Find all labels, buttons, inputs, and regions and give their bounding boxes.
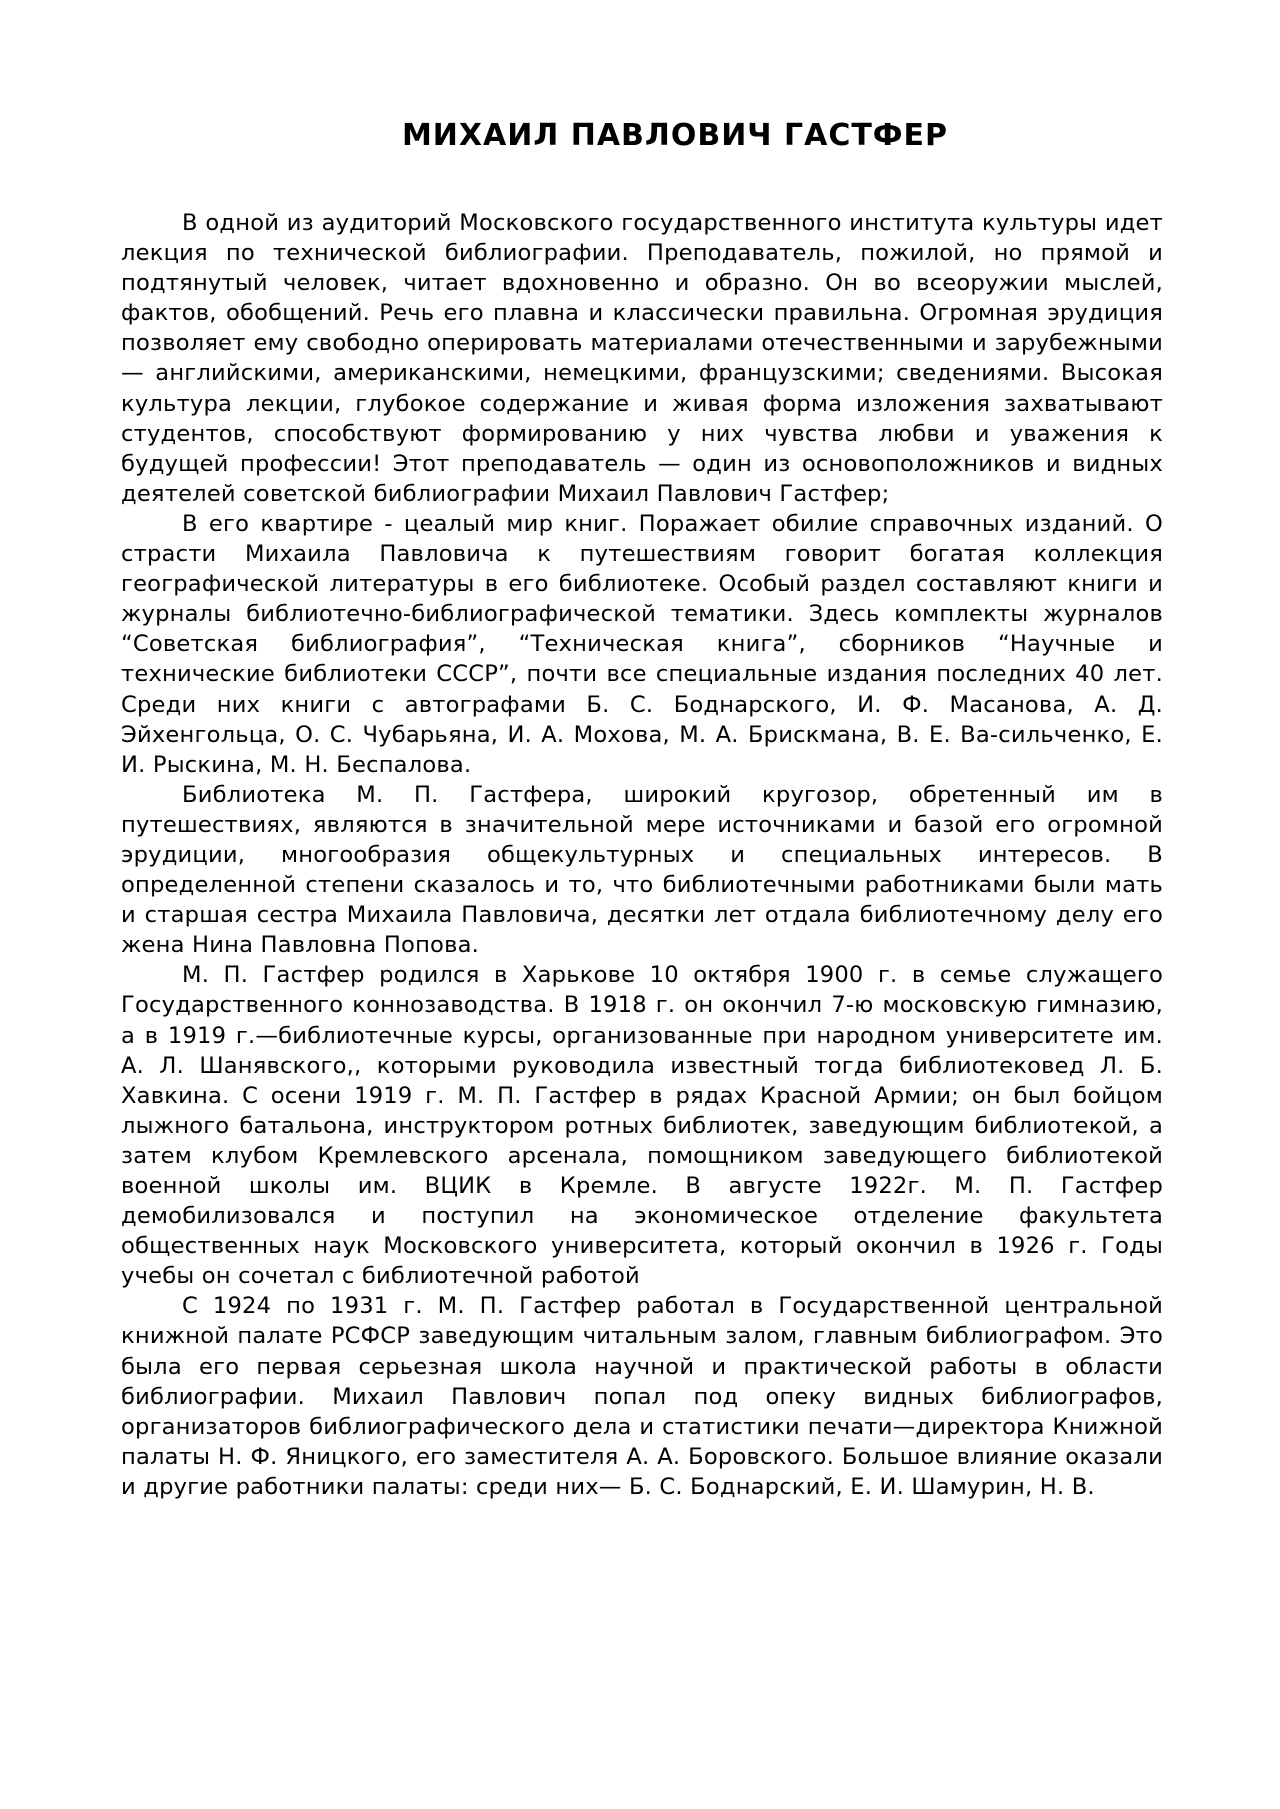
paragraph-1: В одной из аудиторий Московского государственного института культуры идет лекция по технической библиографии. Преподаватель, пожилой, но прямой и подтянутый человек, читает вдохновенно и образно. Он во всеоружии мыслей, фактов, обобщений. Речь его плавна и классически правильна. Огромная эрудиция позволяет ему свободно оперировать материалами отечественными и зарубежными — английскими, американскими, немецкими, французскими; сведениями. Высокая культура лекции, глубокое содержание и живая форма изложения захватывают студентов, способствуют формированию у них чувства любви и уважения к будущей профессии! Этот преподаватель — один из основоположников и видных деятелей советской библиографии Михаил Павлович Гастфер; [121, 210, 1163, 507]
paragraph-3: Библиотека М. П. Гастфера, широкий кругозор, обретенный им в путешествиях, являются в значительной мере источниками и базой его огромной эрудиции, многообразия общекультурных и специальных интересов. В определенной степени сказалось и то, что библиотечными работниками были мать и старшая сестра Михаила Павловича, десятки лет отдала библиотечному делу его жена Нина Павловна Попова. [121, 781, 1163, 959]
paragraph-2: В его квартире - цеалый мир книг. Поражает обилие справочных изданий. О страсти Михаила Павловича к путешествиям говорит богатая коллекция географической литературы в его библиотеке. Особый раздел составляют книги и журналы библиотечно-библиографической тематики. Здесь комплекты журналов “Советская библиография”, “Техническая книга”, сборников “Научные и технические библиотеки СССР”, почти все специальные издания последних 40 лет. Среди них книги с автографами Б. С. Боднарского, И. Ф. Масанова, А. Д. Эйхенгольца, О. С. Чубарьяна, И. А. Мохова, М. А. Брискмана, В. Е. Ва-сильченко, Е. И. Рыскина, М. Н. Беспалова. [121, 510, 1163, 778]
page-title: МИХАИЛ ПАВЛОВИЧ ГАСТФЕР [401, 118, 949, 153]
paragraph-5: С 1924 по 1931 г. М. П. Гастфер работал в Государственной центральной книжной палате РСФСР заведующим читальным залом, главным библиографом. Это была его первая серьезная школа научной и практической работы в области библиографии. Михаил Павлович попал под опеку видных библиографов, организаторов библиографического дела и статистики печати—директора Книжной палаты Н. Ф. Яницкого, его заместителя А. А. Боровского. Большое влияние оказали и другие работники палаты: среди них— Б. С. Боднарский, Е. И. Шамурин, Н. В. [121, 1293, 1163, 1500]
paragraph-4: М. П. Гастфер родился в Харькове 10 октября 1900 г. в семье служащего Государственного коннозаводства. В 1918 г. он окончил 7-ю московскую гимназию, а в 1919 г.—библиотечные курсы, организованные при народном университете им. А. Л. Шанявского,, которыми руководила известный тогда библиотековед Л. Б. Хавкина. С осени 1919 г. М. П. Гастфер в рядах Красной Армии; он был бойцом лыжного батальона, инструктором ротных библиотек, заведующим библиотекой, а затем клубом Кремлевского арсенала, помощником заведующего библиотекой военной школы им. ВЦИК в Кремле. В августе 1922г. М. П. Гастфер демобилизовался и поступил на экономическое отделение факультета общественных наук Московского университета, который окончил в 1926 г. Годы учебы он сочетал с библиотечной работой [121, 962, 1163, 1290]
article-body [121, 208, 1163, 1502]
